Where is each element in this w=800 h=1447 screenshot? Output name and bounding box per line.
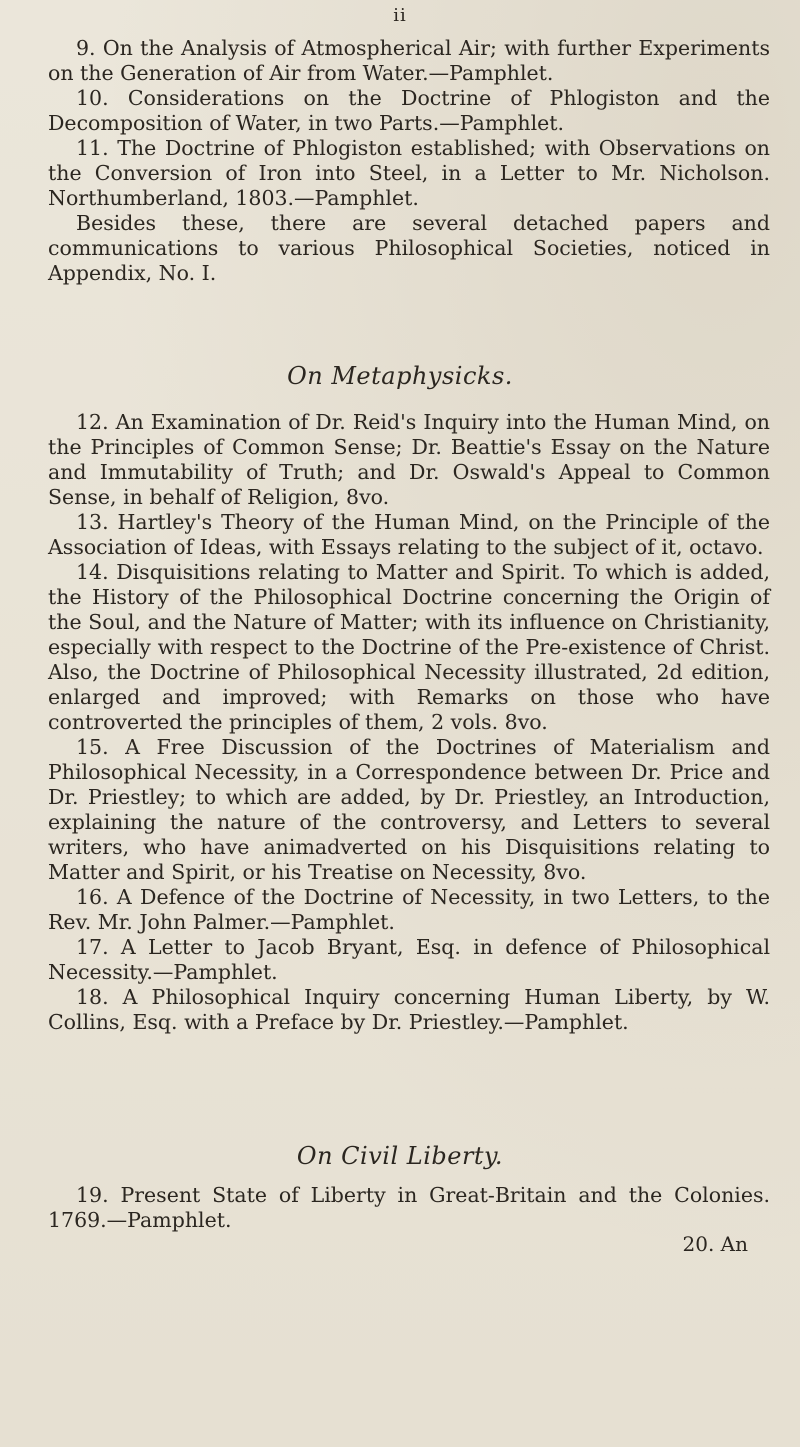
entry-11: 11. The Doctrine of Phlogiston established; with Observations on the Conversion of Iron into Steel, in a Letter to Mr. Nicholson. Northumberland, 1803.—Pamphlet.: [48, 136, 770, 210]
entry-12: 12. An Examination of Dr. Reid's Inquiry into the Human Mind, on the Principles of Common Sense; Dr. Beattie's Essay on the Nature and Immutability of Truth; and Dr. Oswald's Appeal to Common Sense, in behalf of Religion, 8vo.: [48, 410, 770, 509]
section-civil-liberty-entries: [48, 1183, 770, 1233]
entry-14: 14. Disquisitions relating to Matter and Spirit. To which is added, the History of the Philosophical Doctrine concerning the Origin of the Soul, and the Nature of Matter; with its influence on Christianity, especially with respect to the Doctrine of the Pre-existence of Christ. Also, the Doctrine of Philosophical Necessity illustrated, 2d edition, enlarged and improved; with Remarks on those who have controverted the principles of them, 2 vols. 8vo.: [48, 560, 770, 734]
entry-13: 13. Hartley's Theory of the Human Mind, on the Principle of the Association of Ideas, with Essays relating to the subject of it, octavo.: [48, 510, 770, 559]
entry-18: 18. A Philosophical Inquiry concerning Human Liberty, by W. Collins, Esq. with a Preface by Dr. Priestley.—Pamphlet.: [48, 985, 770, 1034]
entry-10: 10. Considerations on the Doctrine of Phlogiston and the Decomposition of Water, in two Parts.—Pamphlet.: [48, 86, 770, 135]
page-number: ii: [393, 5, 407, 26]
entry-19: 19. Present State of Liberty in Great-Britain and the Colonies. 1769.—Pamphlet.: [48, 1183, 770, 1232]
section-metaphysicks-entries: [48, 410, 770, 1035]
entry-15: 15. A Free Discussion of the Doctrines of Materialism and Philosophical Necessity, in a Correspondence between Dr. Price and Dr. Priestley; to which are added, by Dr. Priestley, an Introduction, explaining the nature of the controversy, and Letters to several writers, who have animadverted on his Disquisitions relating to Matter and Spirit, or his Treatise on Necessity, 8vo.: [48, 735, 770, 884]
entry-17: 17. A Letter to Jacob Bryant, Esq. in defence of Philosophical Necessity.—Pamphlet.: [48, 935, 770, 984]
besides-note: Besides these, there are several detached papers and communications to various Philosophical Societies, noticed in Appendix, No. I.: [48, 211, 770, 285]
section-heading-civil-liberty: On Civil Liberty.: [296, 1142, 504, 1170]
catchword: 20. An: [682, 1232, 748, 1256]
section-chemistry-entries: [48, 36, 770, 286]
entry-9: 9. On the Analysis of Atmospherical Air; with further Experiments on the Generation of Air from Water.—Pamphlet.: [48, 36, 770, 85]
entry-16: 16. A Defence of the Doctrine of Necessity, in two Letters, to the Rev. Mr. John Palmer.—Pamphlet.: [48, 885, 770, 934]
section-heading-metaphysicks: On Metaphysicks.: [287, 362, 513, 390]
